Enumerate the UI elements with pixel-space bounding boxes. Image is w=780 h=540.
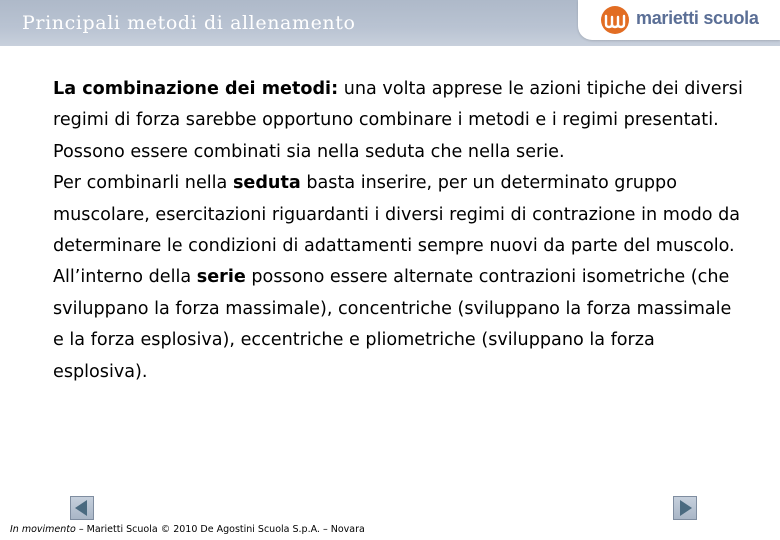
paragraph-text: basta inserire, per un determinato gruppo muscolare, esercitazioni riguardanti i diversi regimi di contrazione in modo da determinare le condizioni di adattamenti sempre nuovi da parte del muscolo. All’interno della — [53, 173, 741, 288]
paragraph-text: una volta apprese le azioni tipiche dei diversi regimi di forza sarebbe opportuno combinare i metodi e i regimi presentati. Possono essere combinati sia nella seduta che nella serie. — [53, 79, 743, 162]
book-title: In movimento — [10, 524, 76, 535]
paragraph-seduta-serie — [53, 168, 743, 388]
triangle-left-icon — [71, 497, 93, 519]
paragraph-combination — [53, 74, 743, 168]
copyright-text: – Marietti Scuola © 2010 De Agostini Scuola S.p.A. – Novara — [75, 524, 365, 535]
paragraph-lead: La combinazione dei metodi: — [53, 79, 339, 99]
paragraph-text: possono essere alternate contrazioni isometriche (che sviluppano la forza massimale), concentriche (sviluppano la forza massimale e la forza esplosiva), eccentriche e pliometriche (sviluppano la forza esplosiva). — [53, 267, 732, 382]
paragraph-text: Per combinarli nella — [53, 173, 233, 194]
keyword-serie: serie — [196, 267, 246, 288]
logo-wordmark: marietti scuola — [636, 8, 759, 28]
triangle-right-icon — [674, 497, 696, 519]
footer-credits — [10, 524, 365, 535]
keyword-seduta: seduta — [232, 173, 301, 194]
slide-title: Principali metodi di allenamento — [22, 12, 356, 34]
slide-body — [53, 74, 743, 388]
header-bar — [0, 0, 780, 46]
publisher-logo — [578, 0, 780, 40]
marietti-logo-icon — [601, 6, 629, 34]
next-slide-button[interactable] — [673, 496, 697, 520]
previous-slide-button[interactable] — [70, 496, 94, 520]
